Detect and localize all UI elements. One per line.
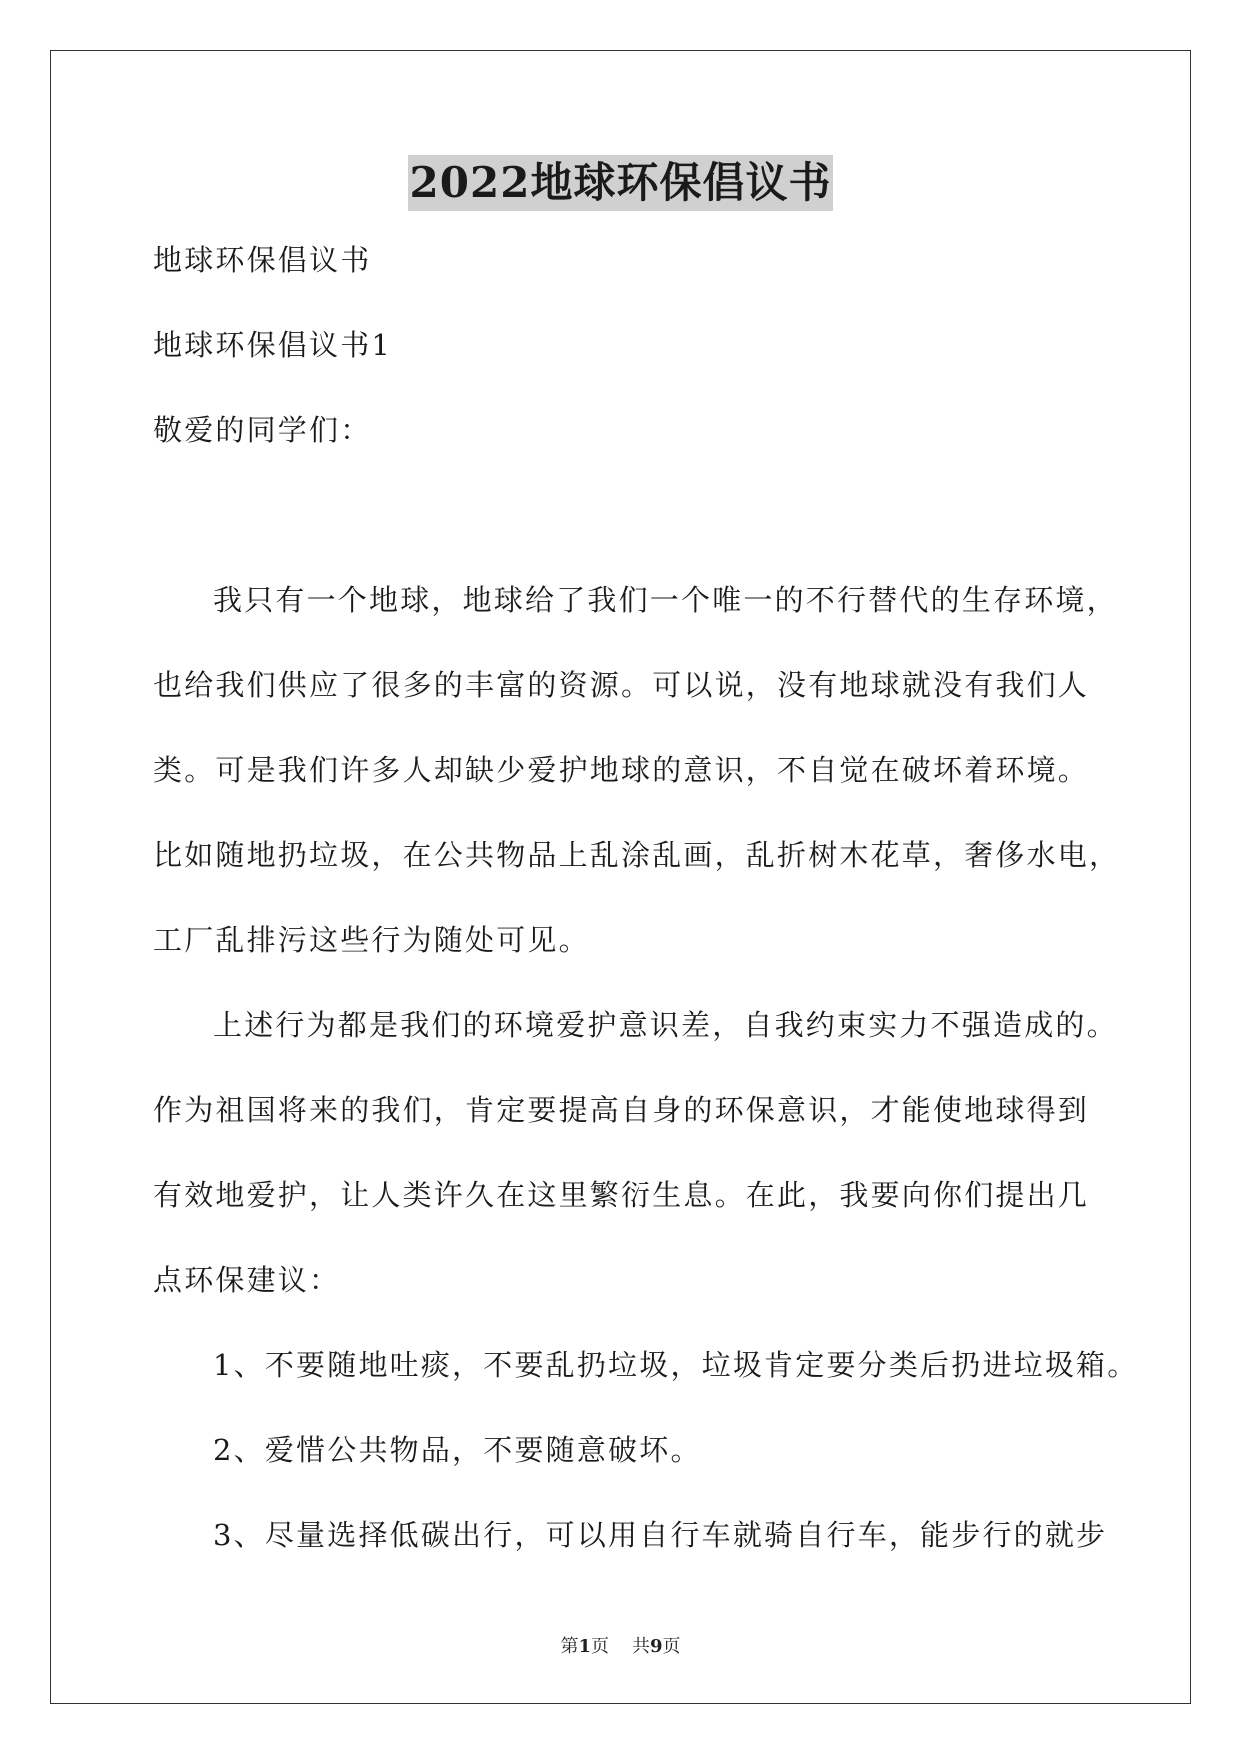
document-title: [0, 155, 1241, 211]
paragraph1-line-1: 我只有一个地球，地球给了我们一个唯一的不行替代的生存环境，: [213, 583, 1118, 617]
page-footer: [0, 1632, 1241, 1658]
footer-prefix: 第: [560, 1636, 579, 1657]
paragraph2-line-1: 上述行为都是我们的环境爱护意识差，自我约束实力不强造成的。: [213, 1008, 1118, 1042]
paragraph2-line-4: 点环保建议：: [153, 1263, 341, 1297]
suggestion-1: 1、不要随地吐痰，不要乱扔垃圾，垃圾肯定要分类后扔进垃圾箱。: [213, 1348, 1139, 1382]
suggestion-2: 2、爱惜公共物品，不要随意破坏。: [213, 1433, 702, 1467]
suggestion-3: 3、尽量选择低碳出行，可以用自行车就骑自行车，能步行的就步: [213, 1518, 1108, 1552]
footer-page-suffix: 页: [591, 1636, 610, 1657]
footer-total-prefix: 共: [631, 1636, 650, 1657]
paragraph1-line-3: 类。可是我们许多人却缺少爱护地球的意识，不自觉在破坏着环境。: [153, 753, 1090, 787]
paragraph2-line-3: 有效地爱护，让人类许久在这里繁衍生息。在此，我要向你们提出几: [153, 1178, 1090, 1212]
footer-total-suffix: 页: [662, 1636, 681, 1657]
header-line-2: 地球环保倡议书1: [153, 328, 393, 362]
footer-current-page: 1: [578, 1636, 592, 1657]
header-line-1: 地球环保倡议书: [153, 243, 372, 277]
salutation: 敬爱的同学们：: [153, 413, 372, 447]
footer-total-pages: 9: [649, 1636, 663, 1657]
document-title-text: 2022地球环保倡议书: [408, 155, 834, 211]
paragraph1-line-4: 比如随地扔垃圾，在公共物品上乱涂乱画，乱折树木花草，奢侈水电，: [153, 838, 1121, 872]
paragraph2-line-2: 作为祖国将来的我们，肯定要提高自身的环保意识，才能使地球得到: [153, 1093, 1090, 1127]
paragraph1-line-2: 也给我们供应了很多的丰富的资源。可以说，没有地球就没有我们人: [153, 668, 1090, 702]
paragraph1-line-5: 工厂乱排污这些行为随处可见。: [153, 923, 590, 957]
